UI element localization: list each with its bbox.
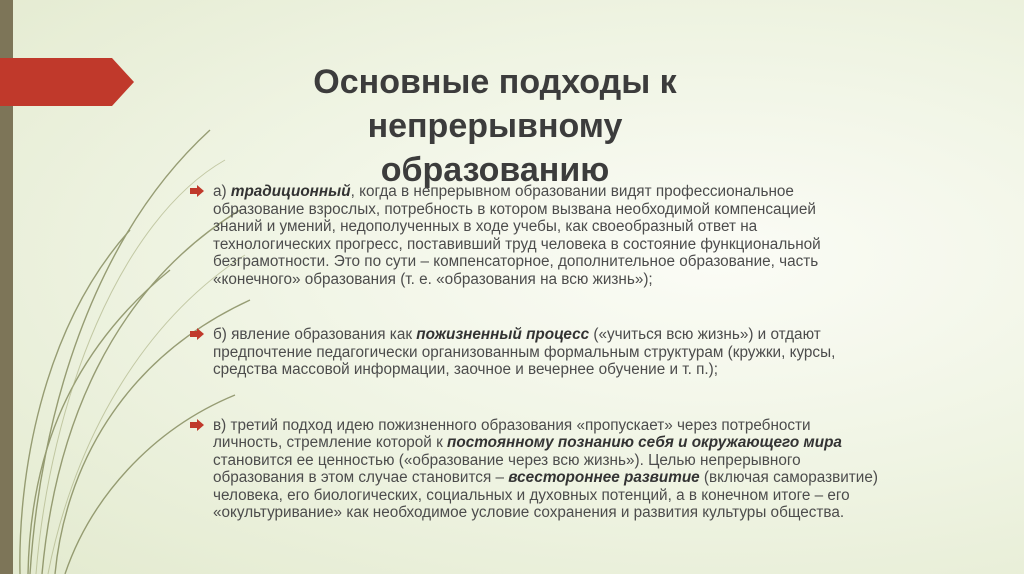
bullet-line <box>213 326 950 344</box>
bullet-line <box>213 417 950 435</box>
title-line-1: Основные подходы к непрерывному <box>313 63 677 145</box>
arrow-right-icon <box>190 185 204 197</box>
emphasis-text: пожизненный процесс <box>416 326 590 343</box>
bullet-line <box>213 236 950 254</box>
text-span: а) <box>213 183 231 200</box>
emphasis-text: традиционный <box>230 183 351 200</box>
text-span: «конечного» образования (т. е. «образования на всю жизнь»); <box>213 270 653 288</box>
text-span: («учиться всю жизнь») и отдают <box>589 326 821 343</box>
emphasis-text: постоянному познанию себя и окружающего мира <box>447 434 842 451</box>
text-span: средства массовой информации, заочное и вечернее обучение и т. п.); <box>213 361 718 378</box>
bullet-third-approach <box>190 417 950 522</box>
bullet-line <box>213 434 950 452</box>
text-span: , когда в непрерывном образовании видят профессиональное <box>350 183 794 200</box>
bullet-line <box>213 469 950 487</box>
bullet-line <box>213 271 950 289</box>
bullet-lifelong-process <box>190 326 950 379</box>
text-span: предпочтение педагогически организованным формальным структурам (кружки, курсы, <box>213 343 836 361</box>
text-span: образования в этом случае становится – <box>213 469 509 486</box>
text-span: (включая саморазвитие) <box>699 469 878 486</box>
bullet-line <box>213 504 950 522</box>
arrow-right-icon <box>190 419 204 431</box>
text-span: «окультуривание» как необходимое условие сохранения и развития культуры общества. <box>213 504 845 521</box>
text-span: личность, стремление которой к <box>213 434 448 451</box>
bullet-line <box>213 183 950 201</box>
title-arrow-banner <box>0 58 135 106</box>
text-span: безграмотности. Это по сути – компенсаторное, дополнительное образование, часть <box>213 253 819 270</box>
bullet-line <box>213 452 950 470</box>
bullet-line <box>213 344 950 362</box>
text-span: в) третий подход идею пожизненного образования «пропускает» через потребности <box>213 416 811 434</box>
bullet-line <box>213 218 950 236</box>
bullet-traditional <box>190 183 950 288</box>
emphasis-text: всестороннее развитие <box>508 469 700 486</box>
text-span: образование взрослых, потребность в котором вызвана необходимой компенсацией <box>213 200 816 218</box>
bullet-list <box>190 183 950 522</box>
text-span: знаний и умений, недополученных в ходе учебы, как своеобразный ответ на <box>213 218 758 235</box>
bullet-line <box>213 253 950 271</box>
bullet-line <box>213 361 950 379</box>
text-span: б) явление образования как <box>213 326 417 343</box>
text-span: технологических прогресс, поставивший труд человека в состояние функциональной <box>213 235 821 253</box>
bullet-line <box>213 201 950 219</box>
text-span: становится ее ценностью («образование через всю жизнь»). Целью непрерывного <box>213 451 801 469</box>
slide-title <box>215 60 775 192</box>
bullet-line <box>213 487 950 505</box>
title-line-2: образованию <box>380 151 610 189</box>
text-span: человека, его биологических, социальных и духовных потенций, а в конечном итоге – его <box>213 486 850 504</box>
arrow-right-icon <box>190 328 204 340</box>
